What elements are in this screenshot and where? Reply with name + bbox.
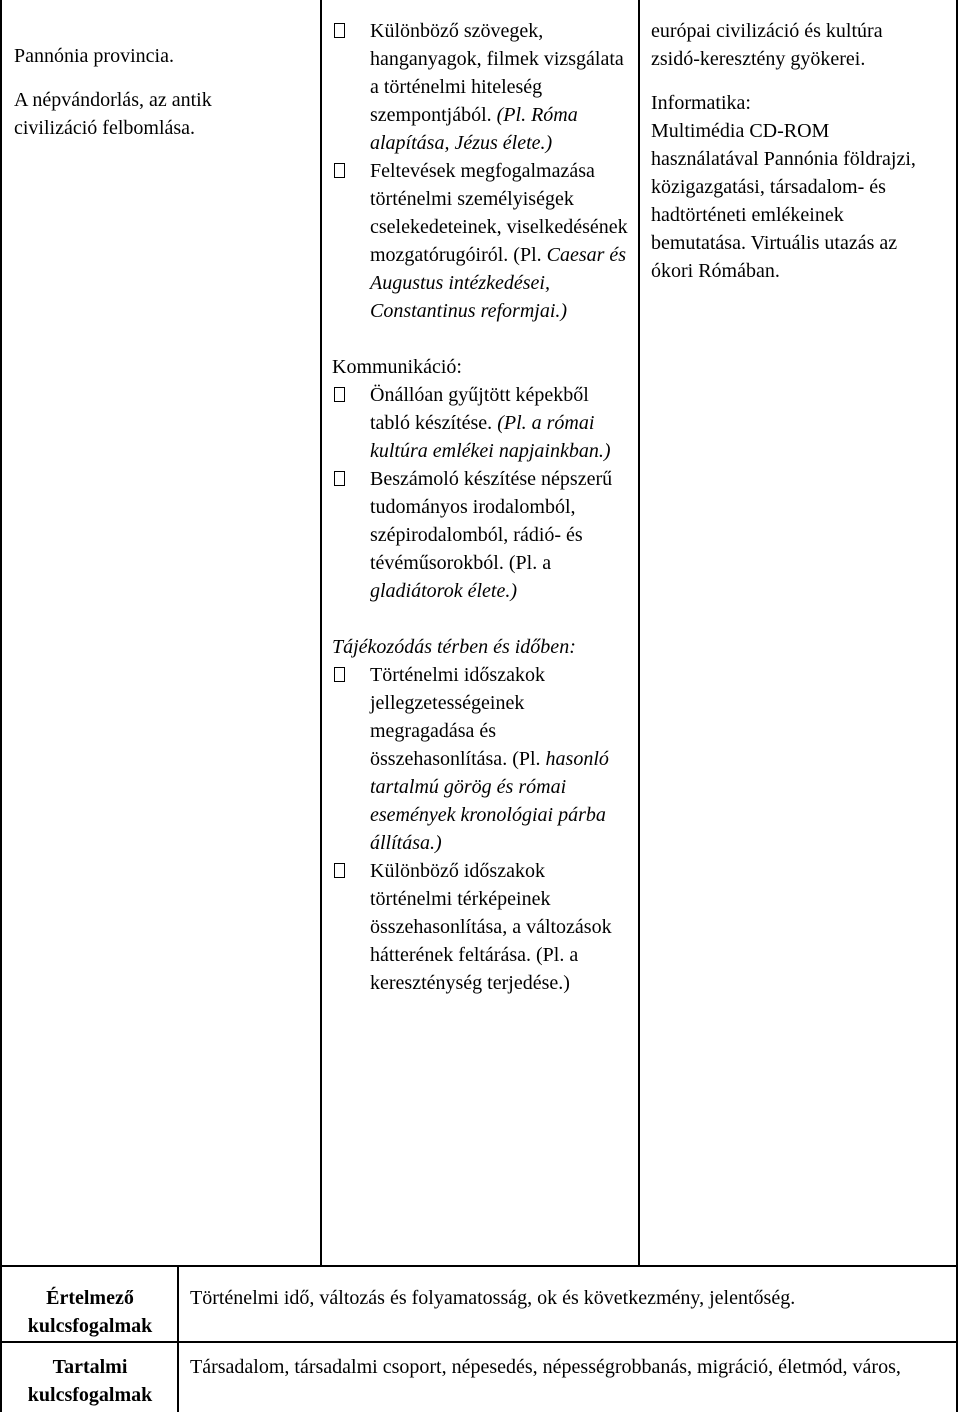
section-heading-kommunikacio: Kommunikáció: [332, 356, 462, 378]
activity-item: Önállóan gyűjtött képekből tabló készítése. (Pl. a római kultúra emlékei napjainkban.) [332, 381, 632, 465]
section-heading-tajekozodas: Tájékozódás térben és időben: [332, 636, 576, 658]
topic-column [14, 42, 310, 142]
informatika-text: Multimédia CD-ROM használatával Pannónia földrajzi, közigazgatási, társadalom- és hadtörténeti emlékeinek bemutatása. Virtuális utazás az ókori Rómában. [651, 120, 916, 282]
activity-item: Beszámoló készítése népszerű tudományos irodalomból, szépirodalomból, rádió- és tévéműsorokból. (Pl. a gladiátorok élete.) [332, 465, 632, 605]
topic-line-2: A népvándorlás, az antik civilizáció felbomlása. [14, 89, 212, 139]
row-value-tartalmi: Társadalom, társadalmi csoport, népesedés, népességrobbanás, migráció, életmód, város, [190, 1356, 901, 1378]
activity-item: Történelmi időszakok jellegzetességeinek megragadása és összehasonlítása. (Pl. hasonló tartalmú görög és római események kronológiai párba állítása.) [332, 661, 632, 857]
bullet-icon [334, 387, 345, 402]
table-border-right [956, 0, 958, 1412]
topic-line-1: Pannónia provincia. [14, 45, 174, 67]
activities-column [332, 17, 632, 997]
bullet-icon [334, 23, 345, 38]
bullet-icon [334, 471, 345, 486]
column-divider-2 [638, 0, 640, 1266]
activity-item: Feltevések megfogalmazása történelmi személyiségek cselekedeteinek, viselkedésének mozgatórugóiról. (Pl. Caesar és Augustus intézkedései, Constantinus reformjai.) [332, 157, 632, 325]
row-divider-1 [0, 1265, 958, 1267]
bullet-icon [334, 863, 345, 878]
column-divider-label [177, 1266, 179, 1412]
table-border-left [0, 0, 2, 1412]
activity-item: Különböző időszakok történelmi térképeinek összehasonlítása, a változások hátterének feltárása. (Pl. a kereszténység terjedése.) [332, 857, 632, 997]
bullet-icon [334, 667, 345, 682]
activity-item: Különböző szövegek, hanganyagok, filmek vizsgálata a történelmi hiteleség szempontjából. (Pl. Róma alapítása, Jézus élete.) [332, 17, 632, 157]
bullet-icon [334, 163, 345, 178]
row-label-tartalmi: Tartalmi kulcsfogalmak [27, 1356, 153, 1406]
row-value-ertelmezo: Történelmi idő, változás és folyamatosság, ok és következmény, jelentőség. [190, 1287, 796, 1309]
connections-column [651, 17, 933, 285]
row-divider-2 [0, 1341, 958, 1343]
informatika-label: Informatika: [651, 92, 751, 114]
row-label-ertelmezo: Értelmező kulcsfogalmak [27, 1287, 153, 1337]
connections-intro: európai civilizáció és kultúra zsidó-keresztény gyökerei. [651, 20, 883, 70]
column-divider-1 [320, 0, 322, 1266]
